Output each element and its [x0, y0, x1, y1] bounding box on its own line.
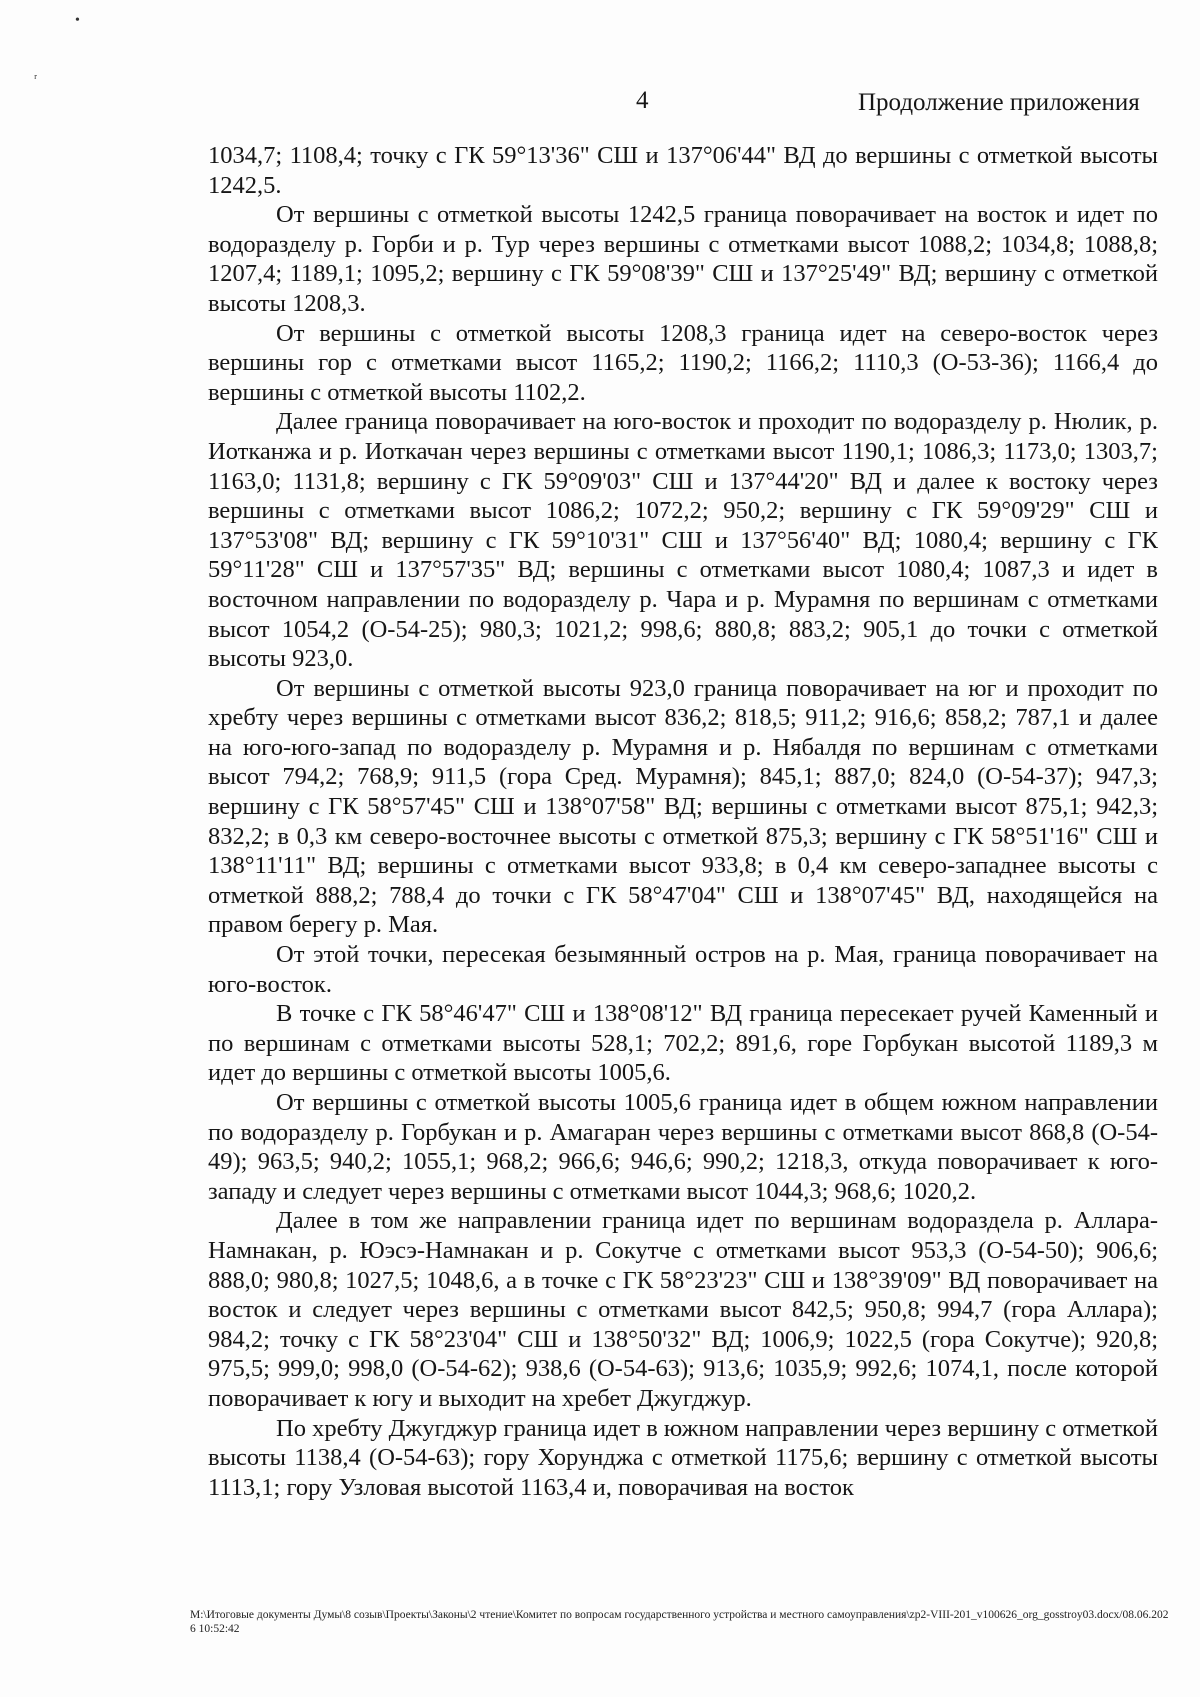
- paragraph: В точке с ГК 58°46'47" СШ и 138°08'12" ВД граница пересекает ручей Каменный и по вершинам с отметками высоты 528,1; 702,2; 891,6, горе Горбукан высотой 1189,3 м идет до вершины с отметкой высоты 1005,6.: [208, 1000, 1158, 1087]
- scan-speck-mark: ʳ: [34, 72, 38, 87]
- paragraph: От вершины с отметкой высоты 923,0 граница поворачивает на юг и проходит по хребту через вершины с отметками высот 836,2; 818,5; 911,2; 916,6; 858,2; 787,1 и далее на юго-юго-запад по водоразделу р. Мурамня и р. Нябалдя по вершинам с отметками высот 794,2; 768,9; 911,5 (гора Сред. Мурамня); 845,1; 887,0; 824,0 (О-54-37); 947,3; вершину с ГК 58°57'45" СШ и 138°07'58" ВД; вершины с отметками высот 875,1; 942,3; 832,2; в 0,3 км северо-восточнее высоты с отметкой 875,3; вершину с ГК 58°51'16" СШ и 138°11'11" ВД; вершины с отметками высот 933,8; в 0,4 км северо-западнее высоты с отметкой 888,2; 788,4 до точки с ГК 58°47'04" СШ и 138°07'45" ВД, находящейся на правом берегу р. Мая.: [208, 674, 1158, 939]
- footer-file-path: M:\Итоговые документы Думы\8 созыв\Проекты\Законы\2 чтение\Комитет по вопросам государственного устройства и местного самоуправления\zp2-VIII-201_v100626_org_gosstroy03.docx/08.06.2026 10:52:42: [190, 1609, 1169, 1635]
- paragraph: 1034,7; 1108,4; точку с ГК 59°13'36" СШ и 137°06'44" ВД до вершины с отметкой высоты 1242,5.: [208, 142, 1158, 199]
- paragraph: Далее граница поворачивает на юго-восток и проходит по водоразделу р. Нюлик, р. Иотканжа и р. Иоткачан через вершины с отметками высот 1190,1; 1086,3; 1173,0; 1303,7; 1163,0; 1131,8; вершину с ГК 59°09'03" СШ и 137°44'20" ВД и далее к востоку через вершины с отметками высот 1086,2; 1072,2; 950,2; вершину с ГК 59°09'29" СШ и 137°53'08" ВД; вершину с ГК 59°10'31" СШ и 137°56'40" ВД; 1080,4; вершину с ГК 59°11'28" СШ и 137°57'35" ВД; вершины с отметками высот 1080,4; 1087,3 и идет в восточном направлении по водоразделу р. Чара и р. Мурамня по вершинам с отметками высот 1054,2 (О-54-25); 980,3; 1021,2; 998,6; 880,8; 883,2; 905,1 до точки с отметкой высоты 923,0.: [208, 408, 1158, 673]
- paragraph: От вершины с отметкой высоты 1005,6 граница идет в общем южном направлении по водоразделу р. Горбукан и р. Амагаран через вершины с отметками высот 868,8 (О-54-49); 963,5; 940,2; 1055,1; 968,2; 966,6; 946,6; 990,2; 1218,3, откуда поворачивает к юго-западу и следует через вершины с отметками высот 1044,3; 968,6; 1020,2.: [208, 1089, 1158, 1205]
- paragraph: От этой точки, пересекая безымянный остров на р. Мая, граница поворачивает на юго-восток.: [208, 941, 1158, 998]
- document-body: [208, 141, 1158, 1502]
- paragraph: Далее в том же направлении граница идет по вершинам водораздела р. Аллара-Намнакан, р. Юэсэ-Намнакан и р. Сокутче с отметками высот 953,3 (О-54-50); 906,6; 888,0; 980,8; 1027,5; 1048,6, а в точке с ГК 58°23'23" СШ и 138°39'09" ВД поворачивает на восток и следует через вершины с отметками высот 842,5; 950,8; 994,7 (гора Аллара); 984,2; точку с ГК 58°23'04" СШ и 138°50'32" ВД; 1006,9; 1022,5 (гора Сокутче); 920,8; 975,5; 999,0; 998,0 (О-54-62); 938,6 (О-54-63); 913,6; 1035,9; 992,6; 1074,1, после которой поворачивает к югу и выходит на хребет Джугджур.: [208, 1207, 1158, 1412]
- scan-speck-mark: •: [75, 13, 80, 28]
- paragraph: По хребту Джугджур граница идет в южном направлении через вершину с отметкой высоты 1138,4 (О-54-63); гору Хорунджа с отметкой 1175,6; вершину с отметкой высоты 1113,1; гору Узловая высотой 1163,4 и, поворачивая на восток: [208, 1414, 1158, 1501]
- paragraph: От вершины с отметкой высоты 1242,5 граница поворачивает на восток и идет по водоразделу р. Горби и р. Тур через вершины с отметками высот 1088,2; 1034,8; 1088,8; 1207,4; 1189,1; 1095,2; вершину с ГК 59°08'39" СШ и 137°25'49" ВД; вершину с отметкой высоты 1208,3.: [208, 201, 1158, 317]
- paragraph: От вершины с отметкой высоты 1208,3 граница идет на северо-восток через вершины гор с отметками высот 1165,2; 1190,2; 1166,2; 1110,3 (О-53-36); 1166,4 до вершины с отметкой высоты 1102,2.: [208, 319, 1158, 406]
- page-number: 4: [636, 87, 649, 114]
- running-header: Продолжение приложения: [858, 89, 1140, 116]
